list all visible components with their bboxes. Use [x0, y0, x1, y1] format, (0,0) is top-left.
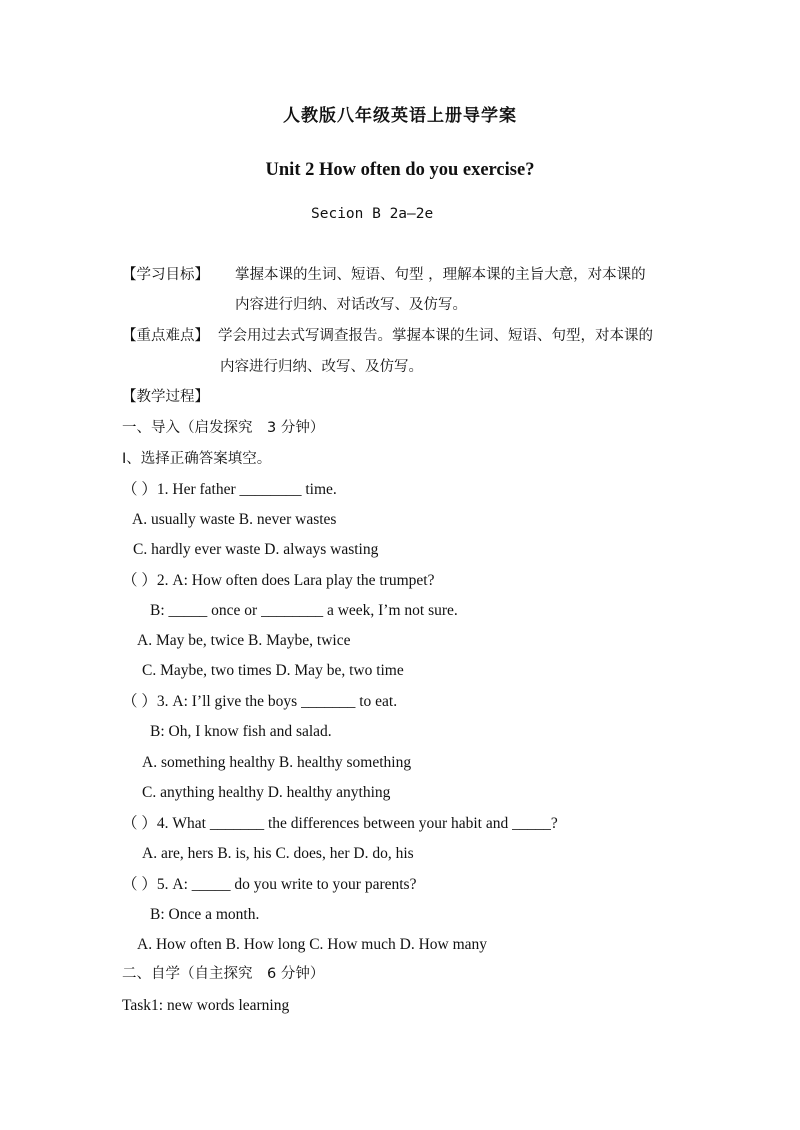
- question-2-options-ab: A. May be, twice B. Maybe, twice: [137, 632, 351, 649]
- question-5-line-b: B: Once a month.: [150, 906, 260, 923]
- exercise-instruction: I、选择正确答案填空。: [122, 451, 272, 467]
- question-1: （ ）1. Her father ________ time.: [122, 481, 337, 498]
- question-3-options-ab: A. something healthy B. healthy something: [142, 754, 412, 771]
- process-label: 【教学过程】: [122, 389, 209, 405]
- question-3-options-cd: C. anything healthy D. healthy anything: [142, 784, 391, 801]
- task1-label: Task1: new words learning: [122, 997, 290, 1014]
- question-5-options: A. How often B. How long C. How much D. How many: [137, 936, 488, 953]
- section-label: Secion B 2a—2e: [311, 206, 434, 222]
- question-2: （ ）2. A: How often does Lara play the trumpet?: [122, 572, 435, 589]
- part1-heading: 一、导入（启发探究 3 分钟）: [122, 420, 325, 436]
- part2-heading: 二、自学（自主探究 6 分钟）: [122, 966, 325, 982]
- objectives-label: 【学习目标】: [122, 267, 209, 283]
- page-title-en: Unit 2 How often do you exercise?: [265, 160, 535, 180]
- question-1-options-cd: C. hardly ever waste D. always wasting: [133, 541, 379, 558]
- question-2-options-cd: C. Maybe, two times D. May be, two time: [142, 662, 404, 679]
- objectives-text-2: 内容进行归纳、对话改写、及仿写。: [235, 297, 467, 313]
- keypoints-label: 【重点难点】: [122, 328, 209, 344]
- question-5: （ ）5. A: _____ do you write to your parents?: [122, 876, 417, 893]
- keypoints-text-1: 学会用过去式写调查报告。掌握本课的生词、短语、句型，对本课的: [218, 328, 653, 344]
- question-3: （ ）3. A: I’ll give the boys _______ to eat.: [122, 693, 398, 710]
- question-1-options-ab: A. usually waste B. never wastes: [132, 511, 337, 528]
- question-2-line-b: B: _____ once or ________ a week, I’m not sure.: [150, 602, 458, 619]
- objectives-text-1: 掌握本课的生词、短语、句型 ，理解本课的主旨大意，对本课的: [235, 267, 646, 283]
- question-4-options: A. are, hers B. is, his C. does, her D. do, his: [142, 845, 414, 862]
- question-3-line-b: B: Oh, I know fish and salad.: [150, 723, 332, 740]
- page-title-cn: 人教版八年级英语上册导学案: [283, 106, 517, 126]
- question-4: （ ）4. What _______ the differences between your habit and _____?: [122, 815, 558, 832]
- keypoints-text-2: 内容进行归纳、改写、及仿写。: [220, 359, 423, 375]
